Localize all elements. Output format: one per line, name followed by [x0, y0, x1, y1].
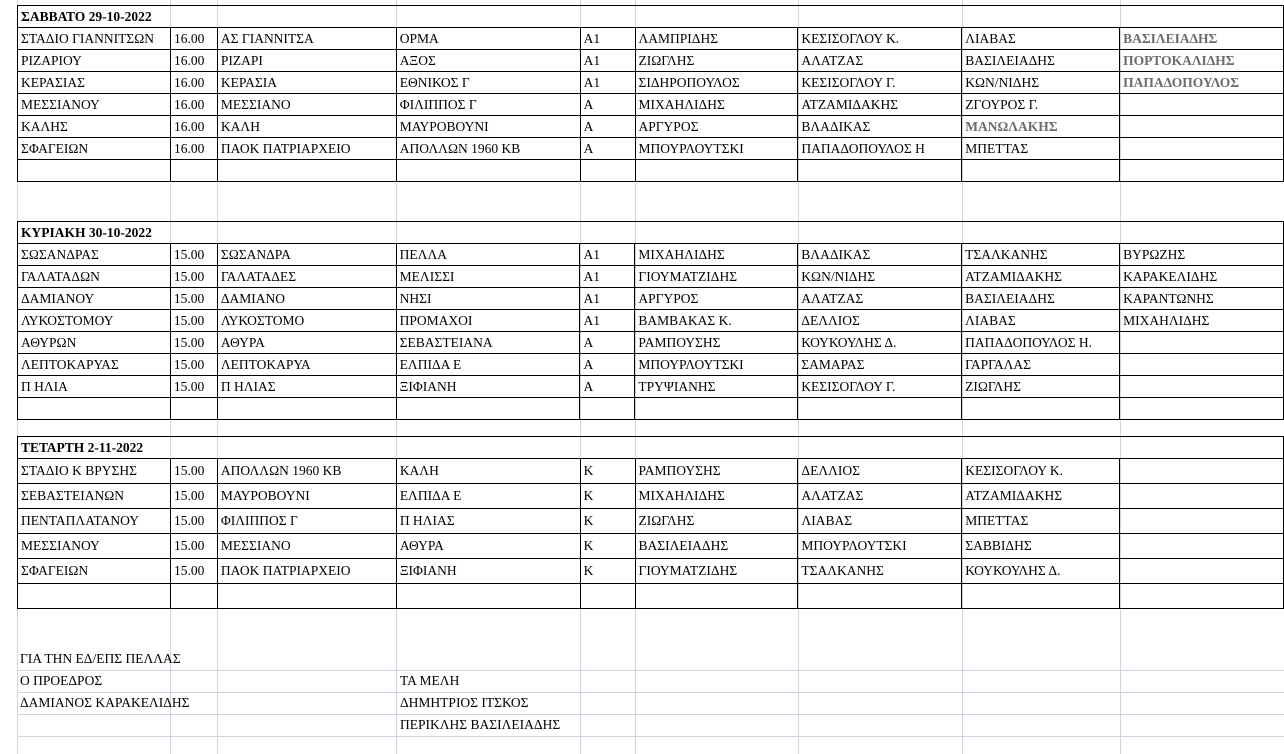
table-cell[interactable]: ΖΙΩΓΛΗΣ	[635, 509, 798, 534]
table-row	[18, 28, 1284, 50]
table-cell[interactable]: ΠΕΛΛΑ	[396, 244, 580, 266]
table-cell[interactable]: Κ	[580, 459, 635, 484]
table-row	[18, 72, 1284, 94]
table-cell[interactable]: 15.00	[170, 310, 217, 332]
table-cell[interactable]: ΛΑΜΠΡΙΔΗΣ	[635, 28, 798, 50]
table-cell[interactable]: ΝΗΣΙ	[396, 288, 580, 310]
table-cell[interactable]: ΡΙΖΑΡΙΟΥ	[18, 50, 171, 72]
table-cell[interactable]: 16.00	[170, 72, 217, 94]
table-cell[interactable]: ΓΙΟΥΜΑΤΖΙΔΗΣ	[635, 559, 798, 584]
table-cell[interactable]: ΑΘΥΡΩΝ	[18, 332, 171, 354]
table-cell[interactable]: ΚΟΥΚΟΥΛΗΣ Δ.	[798, 332, 962, 354]
table-cell[interactable]: Α1	[580, 72, 635, 94]
table-cell[interactable]: 15.00	[170, 376, 217, 398]
empty-row	[18, 160, 1284, 182]
table-cell[interactable]: 15.00	[170, 534, 217, 559]
table-cell[interactable]: Κ	[580, 484, 635, 509]
table-cell[interactable]: ΖΙΩΓΛΗΣ	[962, 376, 1120, 398]
table-cell[interactable]: ΔΑΜΙΑΝΟΥ	[18, 288, 171, 310]
table-cell[interactable]: 15.00	[170, 244, 217, 266]
table-cell[interactable]: ΡΙΖΑΡΙ	[217, 50, 396, 72]
table-cell[interactable]: ΚΕΣΙΣΟΓΛΟΥ Γ.	[798, 376, 962, 398]
table-cell[interactable]: Α	[580, 354, 635, 376]
table-cell[interactable]: ΚΑΡΑΚΕΛΙΔΗΣ	[1120, 266, 1284, 288]
table-cell[interactable]: ΜΠΕΤΤΑΣ	[962, 509, 1120, 534]
table-cell[interactable]: Κ	[580, 559, 635, 584]
table-cell[interactable]: ΡΑΜΠΟΥΣΗΣ	[635, 459, 798, 484]
table-cell[interactable]	[1120, 559, 1284, 584]
table-cell[interactable]: 15.00	[170, 332, 217, 354]
table-cell[interactable]: 16.00	[170, 138, 217, 160]
table-cell[interactable]: ΑΛΑΤΖΑΣ	[798, 288, 962, 310]
table-cell[interactable]: Α	[580, 138, 635, 160]
table-cell[interactable]: ΣΩΣΑΝΔΡΑ	[217, 244, 396, 266]
table-cell[interactable]: ΑΘΥΡΑ	[396, 534, 580, 559]
table-row	[18, 50, 1284, 72]
table-row	[18, 332, 1284, 354]
table-cell[interactable]: ΕΛΠΙΔΑ Ε	[396, 484, 580, 509]
table-cell[interactable]: ΣΤΑΔΙΟ ΓΙΑΝΝΙΤΣΩΝ	[18, 28, 171, 50]
table-cell[interactable]: ΡΑΜΠΟΥΣΗΣ	[635, 332, 798, 354]
table-cell[interactable]: ΑΘΥΡΑ	[217, 332, 396, 354]
table-cell[interactable]: ΜΙΧΑΗΛΙΔΗΣ	[635, 244, 798, 266]
table-row	[18, 354, 1284, 376]
grid-line	[17, 714, 1284, 715]
table-row	[18, 310, 1284, 332]
table-cell[interactable]: ΟΡΜΑ	[396, 28, 580, 50]
table-cell[interactable]: Α1	[580, 266, 635, 288]
table-cell[interactable]: Κ	[580, 509, 635, 534]
table-cell[interactable]: 15.00	[170, 509, 217, 534]
table-cell[interactable]: ΚΑΛΗ	[217, 116, 396, 138]
table-cell[interactable]: ΔΑΜΙΑΝΟ	[217, 288, 396, 310]
table-cell[interactable]: ΚΩΝ/ΝΙΔΗΣ	[962, 72, 1120, 94]
table-cell[interactable]: 15.00	[170, 559, 217, 584]
table-cell[interactable]: ΣΕΒΑΣΤΕΙΑΝΑ	[396, 332, 580, 354]
table-cell[interactable]: ΜΠΟΥΡΛΟΥΤΣΚΙ	[798, 534, 962, 559]
schedule-table-sunday	[17, 221, 1284, 420]
table-cell[interactable]: ΣΕΒΑΣΤΕΙΑΝΩΝ	[18, 484, 171, 509]
table-cell[interactable]	[1120, 116, 1284, 138]
rows-wednesday	[18, 459, 1284, 584]
president-title[interactable]: Ο ΠΡΟΕΔΡΟΣ	[20, 673, 103, 688]
table-cell[interactable]: ΑΠΟΛΛΩΝ 1960 ΚΒ	[217, 459, 396, 484]
table-cell[interactable]: Α1	[580, 28, 635, 50]
table-cell[interactable]: Π ΗΛΙΑΣ	[396, 509, 580, 534]
table-cell[interactable]: ΛΙΑΒΑΣ	[798, 509, 962, 534]
table-cell[interactable]	[1120, 138, 1284, 160]
table-cell[interactable]: ΑΡΓΥΡΟΣ	[635, 116, 798, 138]
table-cell[interactable]	[1120, 332, 1284, 354]
table-cell[interactable]: Π ΗΛΙΑΣ	[217, 376, 396, 398]
table-cell[interactable]: ΖΙΩΓΛΗΣ	[635, 50, 798, 72]
table-cell[interactable]	[1120, 354, 1284, 376]
table-cell[interactable]: ΦΙΛΙΠΠΟΣ Γ	[217, 509, 396, 534]
table-cell[interactable]: ΔΕΛΛΙΟΣ	[798, 310, 962, 332]
table-cell[interactable]: ΕΛΠΙΔΑ Ε	[396, 354, 580, 376]
table-cell[interactable]: ΚΕΡΑΣΙΑ	[217, 72, 396, 94]
table-cell[interactable]: Π ΗΛΙΑ	[18, 376, 171, 398]
table-cell[interactable]: ΑΡΓΥΡΟΣ	[635, 288, 798, 310]
table-row	[18, 484, 1284, 509]
table-cell[interactable]: ΕΘΝΙΚΟΣ Γ	[396, 72, 580, 94]
table-cell[interactable]: Α1	[580, 310, 635, 332]
grid-line	[17, 736, 1284, 737]
table-cell[interactable]: 15.00	[170, 459, 217, 484]
table-cell[interactable]: ΜΕΣΣΙΑΝΟ	[217, 94, 396, 116]
table-cell[interactable]: ΚΑΛΗΣ	[18, 116, 171, 138]
table-cell[interactable]: Α1	[580, 288, 635, 310]
member-2-name[interactable]: ΠΕΡΙΚΛΗΣ ΒΑΣΙΛΕΙΑΔΗΣ	[400, 717, 561, 732]
table-cell[interactable]: ΚΕΡΑΣΙΑΣ	[18, 72, 171, 94]
table-row	[18, 534, 1284, 559]
table-cell[interactable]: ΛΕΠΤΟΚΑΡΥΑ	[217, 354, 396, 376]
table-cell[interactable]: ΜΙΧΑΗΛΙΔΗΣ	[635, 484, 798, 509]
table-cell[interactable]: ΜΙΧΑΗΛΙΔΗΣ	[1120, 310, 1284, 332]
table-cell[interactable]: ΑΤΖΑΜΙΔΑΚΗΣ	[962, 484, 1120, 509]
table-cell[interactable]: ΜΑΥΡΟΒΟΥΝΙ	[396, 116, 580, 138]
table-cell[interactable]: ΠΑΟΚ ΠΑΤΡΙΑΡΧΕΙΟ	[217, 559, 396, 584]
table-cell[interactable]: ΚΕΣΙΣΟΓΛΟΥ Κ.	[798, 28, 962, 50]
table-cell[interactable]	[1120, 484, 1284, 509]
section-header	[18, 6, 1284, 28]
table-cell[interactable]: ΓΑΛΑΤΑΔΩΝ	[18, 266, 171, 288]
table-cell[interactable]: ΓΑΡΓΑΛΑΣ	[962, 354, 1120, 376]
table-cell[interactable]: ΚΑΡΑΝΤΩΝΗΣ	[1120, 288, 1284, 310]
table-row	[18, 94, 1284, 116]
rows-sunday	[18, 244, 1284, 398]
table-cell[interactable]: Α	[580, 116, 635, 138]
table-cell[interactable]: ΣΑΒΒΙΔΗΣ	[962, 534, 1120, 559]
table-cell[interactable]: Α	[580, 94, 635, 116]
empty-row	[18, 398, 1284, 420]
table-cell[interactable]	[1120, 459, 1284, 484]
table-cell[interactable]: ΜΠΟΥΡΛΟΥΤΣΚΙ	[635, 138, 798, 160]
table-cell[interactable]: ΠΑΠΑΔΟΠΟΥΛΟΣ Η	[798, 138, 962, 160]
table-cell[interactable]	[1120, 376, 1284, 398]
section-header	[18, 437, 1284, 459]
table-cell[interactable]: ΒΑΜΒΑΚΑΣ Κ.	[635, 310, 798, 332]
table-cell[interactable]: ΒΛΑΔΙΚΑΣ	[798, 116, 962, 138]
table-cell[interactable]: ΜΕΣΣΙΑΝΟΥ	[18, 534, 171, 559]
empty-row	[18, 584, 1284, 609]
schedule-table-saturday	[17, 5, 1284, 182]
table-cell[interactable]: ΣΙΔΗΡΟΠΟΥΛΟΣ	[635, 72, 798, 94]
table-cell[interactable]: ΜΙΧΑΗΛΙΔΗΣ	[635, 94, 798, 116]
table-cell[interactable]: ΑΞΟΣ	[396, 50, 580, 72]
table-cell[interactable]: ΓΙΟΥΜΑΤΖΙΔΗΣ	[635, 266, 798, 288]
table-cell[interactable]: ΒΛΑΔΙΚΑΣ	[798, 244, 962, 266]
table-cell[interactable]: ΣΑΜΑΡΑΣ	[798, 354, 962, 376]
table-cell[interactable]	[1120, 534, 1284, 559]
section-title[interactable]: ΚΥΡΙΑΚΗ 30-10-2022	[18, 222, 218, 244]
table-cell[interactable]: Α1	[580, 244, 635, 266]
table-cell[interactable]: ΛΙΑΒΑΣ	[962, 310, 1120, 332]
committee-label[interactable]: ΓΙΑ ΤΗΝ ΕΔ/ΕΠΣ ΠΕΛΛΑΣ	[20, 651, 181, 666]
table-cell[interactable]: ΠΑΠΑΔΟΠΟΥΛΟΣ	[1120, 72, 1284, 94]
table-cell[interactable]: ΒΥΡΩΖΗΣ	[1120, 244, 1284, 266]
table-cell[interactable]: ΑΠΟΛΛΩΝ 1960 ΚΒ	[396, 138, 580, 160]
table-row	[18, 509, 1284, 534]
table-cell[interactable]: ΣΩΣΑΝΔΡΑΣ	[18, 244, 171, 266]
table-cell[interactable]: ΒΑΣΙΛΕΙΑΔΗΣ	[962, 288, 1120, 310]
grid-line	[17, 692, 1284, 693]
table-cell[interactable]	[1120, 509, 1284, 534]
table-cell[interactable]: ΤΣΑΛΚΑΝΗΣ	[962, 244, 1120, 266]
table-cell[interactable]: ΛΕΠΤΟΚΑΡΥΑΣ	[18, 354, 171, 376]
table-cell[interactable]: ΠΕΝΤΑΠΛΑΤΑΝΟΥ	[18, 509, 171, 534]
table-cell[interactable]: ΦΙΛΙΠΠΟΣ Γ	[396, 94, 580, 116]
table-cell[interactable]: 16.00	[170, 50, 217, 72]
table-cell[interactable]: ΠΑΠΑΔΟΠΟΥΛΟΣ Η.	[962, 332, 1120, 354]
table-cell[interactable]: ΑΤΖΑΜΙΔΑΚΗΣ	[798, 94, 962, 116]
table-cell[interactable]: ΠΡΟΜΑΧΟΙ	[396, 310, 580, 332]
table-cell[interactable]: ΞΙΦΙΑΝΗ	[396, 376, 580, 398]
table-cell[interactable]: ΞΙΦΙΑΝΗ	[396, 559, 580, 584]
table-cell[interactable]: Α1	[580, 50, 635, 72]
table-cell[interactable]: ΤΡΥΨΙΑΝΗΣ	[635, 376, 798, 398]
table-cell[interactable]: ΒΑΣΙΛΕΙΑΔΗΣ	[1120, 28, 1284, 50]
table-cell[interactable]: Α	[580, 376, 635, 398]
table-row	[18, 376, 1284, 398]
grid-line	[17, 670, 1284, 671]
table-cell[interactable]: ΣΤΑΔΙΟ Κ ΒΡΥΣΗΣ	[18, 459, 171, 484]
table-cell[interactable]: ΤΣΑΛΚΑΝΗΣ	[798, 559, 962, 584]
section-title[interactable]: ΣΑΒΒΑΤΟ 29-10-2022	[18, 6, 218, 28]
table-row	[18, 244, 1284, 266]
table-cell[interactable]: 15.00	[170, 288, 217, 310]
table-cell[interactable]: ΚΩΝ/ΝΙΔΗΣ	[798, 266, 962, 288]
table-cell[interactable]: 15.00	[170, 484, 217, 509]
table-cell[interactable]: 15.00	[170, 354, 217, 376]
section-header	[18, 222, 1284, 244]
table-row	[18, 116, 1284, 138]
members-title[interactable]: ΤΑ ΜΕΛΗ	[400, 673, 460, 688]
table-cell[interactable]: ΑΛΑΤΖΑΣ	[798, 484, 962, 509]
table-cell[interactable]: ΔΕΛΛΙΟΣ	[798, 459, 962, 484]
table-cell[interactable]: ΚΟΥΚΟΥΛΗΣ Δ.	[962, 559, 1120, 584]
table-row	[18, 559, 1284, 584]
table-cell[interactable]: ΖΓΟΥΡΟΣ Γ.	[962, 94, 1120, 116]
table-cell[interactable]: ΑΣ ΓΙΑΝΝΙΤΣΑ	[217, 28, 396, 50]
table-cell[interactable]: ΣΦΑΓΕΙΩΝ	[18, 559, 171, 584]
table-cell[interactable]: 15.00	[170, 266, 217, 288]
schedule-table-wednesday	[17, 436, 1284, 609]
table-cell[interactable]: ΛΥΚΟΣΤΟΜΟ	[217, 310, 396, 332]
table-row	[18, 288, 1284, 310]
table-cell[interactable]: ΜΠΕΤΤΑΣ	[962, 138, 1120, 160]
table-cell[interactable]: ΜΑΥΡΟΒΟΥΝΙ	[217, 484, 396, 509]
president-name[interactable]: ΔΑΜΙΑΝΟΣ ΚΑΡΑΚΕΛΙΔΗΣ	[20, 695, 190, 710]
table-cell[interactable]: ΚΕΣΙΣΟΓΛΟΥ Γ.	[798, 72, 962, 94]
table-cell[interactable]: ΓΑΛΑΤΑΔΕΣ	[217, 266, 396, 288]
table-cell[interactable]: ΚΑΛΗ	[396, 459, 580, 484]
table-cell[interactable]	[1120, 94, 1284, 116]
table-cell[interactable]: ΛΥΚΟΣΤΟΜΟΥ	[18, 310, 171, 332]
table-cell[interactable]: 16.00	[170, 116, 217, 138]
table-cell[interactable]: ΜΕΣΣΙΑΝΟΥ	[18, 94, 171, 116]
table-cell[interactable]: ΜΕΛΙΣΣΙ	[396, 266, 580, 288]
table-cell[interactable]: 16.00	[170, 28, 217, 50]
table-cell[interactable]: ΜΕΣΣΙΑΝΟ	[217, 534, 396, 559]
table-cell[interactable]: ΠΟΡΤΟΚΑΛΙΔΗΣ	[1120, 50, 1284, 72]
table-cell[interactable]: 16.00	[170, 94, 217, 116]
table-cell[interactable]: ΜΠΟΥΡΛΟΥΤΣΚΙ	[635, 354, 798, 376]
table-row	[18, 138, 1284, 160]
table-cell[interactable]: ΜΑΝΩΛΑΚΗΣ	[962, 116, 1120, 138]
table-cell[interactable]: ΚΕΣΙΣΟΓΛΟΥ Κ.	[962, 459, 1120, 484]
table-cell[interactable]: Α	[580, 332, 635, 354]
table-cell[interactable]: ΑΤΖΑΜΙΔΑΚΗΣ	[962, 266, 1120, 288]
rows-saturday	[18, 28, 1284, 160]
table-cell[interactable]: ΠΑΟΚ ΠΑΤΡΙΑΡΧΕΙΟ	[217, 138, 396, 160]
member-1-name[interactable]: ΔΗΜΗΤΡΙΟΣ ΙΤΣΚΟΣ	[400, 695, 529, 710]
table-row	[18, 459, 1284, 484]
table-cell[interactable]: ΑΛΑΤΖΑΣ	[798, 50, 962, 72]
section-title[interactable]: ΤΕΤΑΡΤΗ 2-11-2022	[18, 437, 218, 459]
table-cell[interactable]: ΒΑΣΙΛΕΙΑΔΗΣ	[962, 50, 1120, 72]
table-cell[interactable]: Κ	[580, 534, 635, 559]
table-cell[interactable]: ΣΦΑΓΕΙΩΝ	[18, 138, 171, 160]
table-cell[interactable]: ΒΑΣΙΛΕΙΑΔΗΣ	[635, 534, 798, 559]
table-cell[interactable]: ΛΙΑΒΑΣ	[962, 28, 1120, 50]
table-row	[18, 266, 1284, 288]
